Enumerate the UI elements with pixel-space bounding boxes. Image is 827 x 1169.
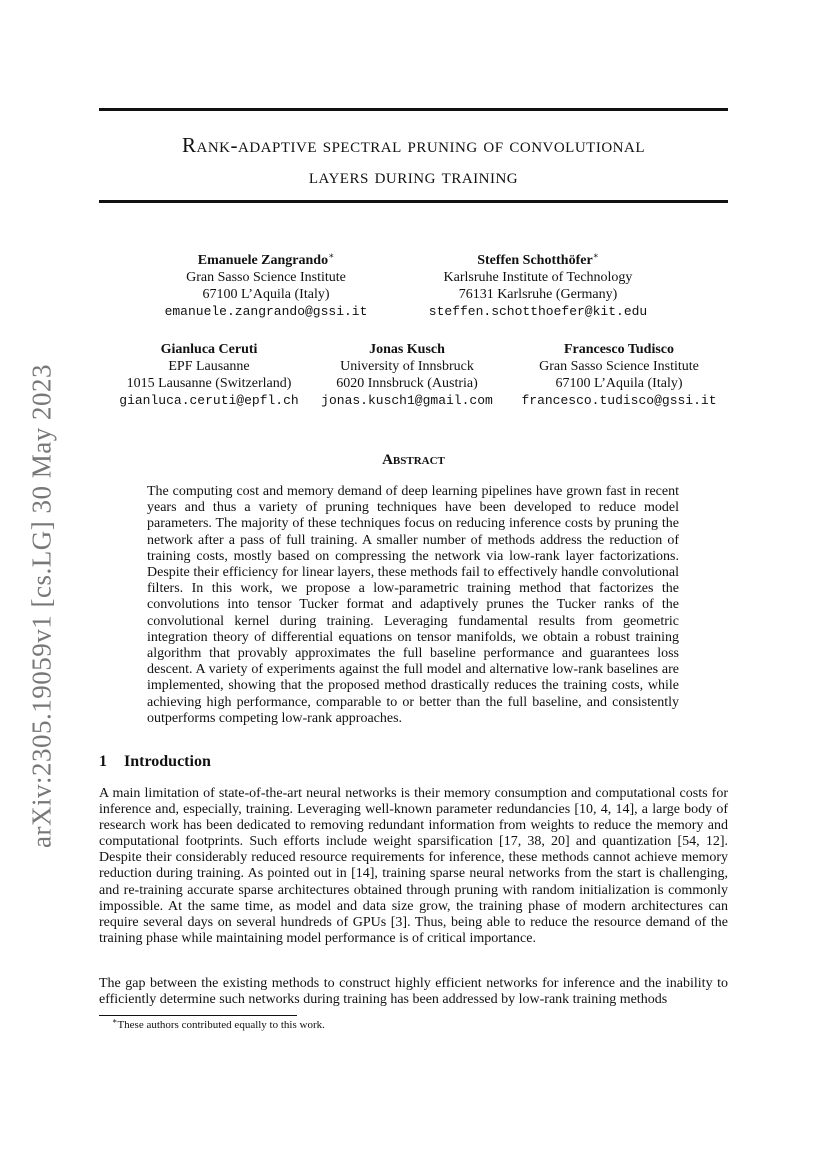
author-affiliation: EPF Lausanne (168, 359, 250, 374)
author-email[interactable]: steffen.schotthoefer@kit.edu (428, 304, 648, 319)
paper-title (99, 130, 728, 192)
author-affiliation: University of Innsbruck (340, 359, 474, 374)
abstract-heading: Abstract (382, 452, 445, 468)
footnote-text: These authors contributed equally to this work. (117, 1019, 325, 1031)
section-title: Introduction (124, 753, 211, 770)
author-email[interactable]: francesco.tudisco@gssi.it (521, 393, 717, 408)
author-affiliation: Karlsruhe Institute of Technology (443, 270, 633, 285)
title-line-1: Rank-adaptive spectral pruning of convolutional (182, 133, 645, 157)
title-top-rule (99, 108, 728, 111)
footnote (112, 1016, 325, 1031)
author-address: 67100 L’Aquila (Italy) (202, 287, 330, 302)
arxiv-identifier[interactable]: arXiv:2305.19059v1 [cs.LG] 30 May 2023 (26, 364, 57, 848)
author-affiliation: Gran Sasso Science Institute (186, 270, 346, 285)
author-address: 6020 Innsbruck (Austria) (336, 376, 478, 391)
author-address: 67100 L’Aquila (Italy) (555, 376, 683, 391)
abstract-text: The computing cost and memory demand of deep learning pipelines have grown fast in recent years and thus a variety of pruning techniques have been developed to reduce model parameters. The majority of these techniques focus on reducing inference costs by pruning the network after a pass of full training. A smaller number of methods address the reduction of training costs, mostly based on compressing the network via low-rank layer factorizations. Despite their efficiency for linear layers, these methods fail to effectively handle convolutional filters. In this work, we propose a low-parametric training method that factorizes the convolutions into tensor Tucker format and adaptively prunes the Tucker ranks of the convolutional kernel during training. Leveraging fundamental results from geometric integration theory of differential equations on tensor manifolds, we obtain a robust training algorithm that provably approximates the full baseline performance and guarantees loss descent. A variety of experiments against the full model and alternative low-rank baselines are implemented, showing that the proposed method drastically reduces the training costs, while achieving high performance, comparable to or better than the full baseline, and consistently outperforms competing low-rank approaches. (147, 484, 679, 726)
title-line-2: layers during training (308, 164, 519, 188)
author-name: Francesco Tudisco (563, 342, 675, 357)
author-block-zangrando (130, 252, 402, 320)
author-name: Emanuele Zangrando (197, 253, 329, 268)
author-email[interactable]: jonas.kusch1@gmail.com (321, 393, 493, 408)
author-name: Jonas Kusch (369, 342, 445, 357)
author-address: 76131 Karlsruhe (Germany) (458, 287, 618, 302)
author-block-ceruti (100, 341, 318, 409)
intro-paragraph-2: The gap between the existing methods to construct highly efficient networks for inference and the inability to efficiently determine such networks during training has been addressed by low-rank training methods (99, 976, 728, 1008)
title-bottom-rule (99, 200, 728, 203)
author-block-schotthoefer (402, 252, 674, 320)
section-number: 1 (99, 753, 107, 770)
author-address: 1015 Lausanne (Switzerland) (126, 376, 292, 391)
footnote-rule (99, 1015, 297, 1016)
author-block-kusch (318, 341, 496, 409)
author-name: Gianluca Ceruti (160, 342, 258, 357)
intro-paragraph-1: A main limitation of state-of-the-art neural networks is their memory consumption and computational costs for inference and, especially, training. Leveraging well-known parameter redundancies [10, 4, 14], a large body of research work has been dedicated to removing redundant information from weights to reduce the memory and computational footprints. Such efforts include weight sparsification [17, 38, 20] and quantization [54, 12]. Despite their considerably reduced resource requirements for inference, these methods cannot achieve memory reduction during training. As pointed out in [14], training sparse neural networks from the start is challenging, and re-training accurate sparse architectures obtained through pruning with random initialization is commonly impossible. At the same time, as model and data size grow, the training phase of modern architectures can require several days on several hundreds of GPUs [3]. Thus, being able to reduce the resource demand of the training phase while maintaining model performance is of critical importance. (99, 786, 728, 946)
section-heading-introduction (99, 753, 211, 771)
author-name: Steffen Schotthöfer (477, 253, 593, 268)
footnote-mark: ∗ (112, 1016, 118, 1026)
equal-contribution-mark: ∗ (592, 250, 599, 261)
author-block-tudisco (506, 341, 732, 409)
author-email[interactable]: gianluca.ceruti@epfl.ch (119, 393, 299, 408)
equal-contribution-mark: ∗ (328, 250, 335, 261)
author-email[interactable]: emanuele.zangrando@gssi.it (164, 304, 368, 319)
author-affiliation: Gran Sasso Science Institute (539, 359, 699, 374)
